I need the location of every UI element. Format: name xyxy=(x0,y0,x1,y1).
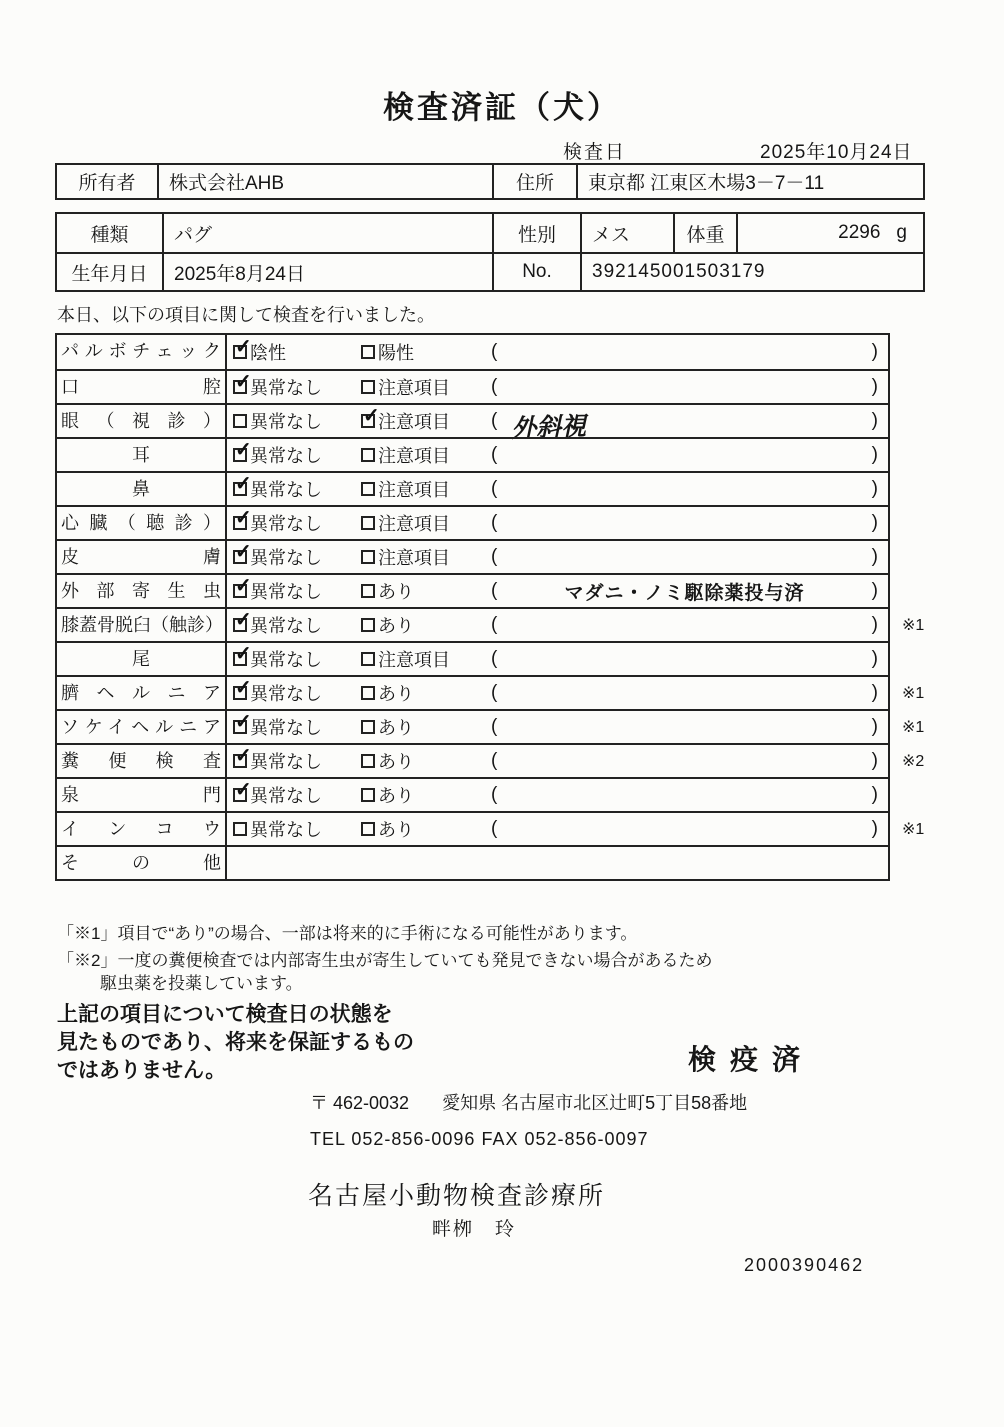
check-icon: ✓ xyxy=(235,677,252,699)
option2-label: 陽性 xyxy=(378,343,414,363)
option2-group xyxy=(357,541,483,573)
option1-label: 異常なし xyxy=(250,820,322,840)
checklist-item-label: インコウ xyxy=(57,813,227,845)
checklist-item-label: パルボチェック xyxy=(57,335,227,369)
option2-group xyxy=(357,643,483,675)
option2-checkbox xyxy=(361,754,375,768)
option1-label: 異常なし xyxy=(250,514,322,534)
checklist-row xyxy=(57,369,888,403)
result-note: マダニ・ノミ駆除薬投与済 xyxy=(564,582,805,604)
option1-group xyxy=(227,711,357,743)
option2-checkbox xyxy=(361,380,375,394)
paren-close: ) xyxy=(871,410,878,431)
option1-group xyxy=(227,371,357,403)
check-icon: ✓ xyxy=(235,575,252,597)
result-field xyxy=(483,439,888,471)
option2-label: あり xyxy=(378,752,414,772)
inspection-date-label: 検査日 xyxy=(563,142,627,163)
option2-label: あり xyxy=(378,820,414,840)
paren-open: ( xyxy=(491,512,498,533)
option2-checkbox xyxy=(361,448,375,462)
option1-label: 異常なし xyxy=(250,378,322,398)
option1-checkbox xyxy=(233,507,252,530)
option1-checkbox xyxy=(233,609,252,632)
result-field xyxy=(483,745,888,777)
checklist-item-label: 臍ヘルニア xyxy=(57,677,227,709)
option1-checkbox xyxy=(233,541,252,564)
option1-group xyxy=(227,541,357,573)
option2-checkbox xyxy=(361,584,375,598)
checklist-row xyxy=(57,811,925,845)
paren-open: ( xyxy=(491,750,498,771)
result-field xyxy=(483,575,888,607)
footnote-mark: ※1 xyxy=(902,617,925,634)
checklist-item-label: ソケイヘルニア xyxy=(57,711,227,743)
option2-label: あり xyxy=(378,616,414,636)
option1-label: 異常なし xyxy=(250,412,322,432)
paren-open: ( xyxy=(491,341,498,362)
paren-open: ( xyxy=(491,716,498,737)
check-icon: ✓ xyxy=(235,507,252,529)
paren-close: ) xyxy=(871,478,878,499)
paren-close: ) xyxy=(871,716,878,737)
option2-group xyxy=(357,745,483,777)
paren-close: ) xyxy=(871,546,878,567)
result-field xyxy=(483,813,888,845)
type-label: 種類 xyxy=(90,224,129,246)
option2-group xyxy=(357,507,483,539)
option1-label: 異常なし xyxy=(250,548,322,568)
footnote-1: 「※1」項目で“あり”の場合、一部は将来的に手術になる可能性があります。 xyxy=(57,924,638,943)
owner-label: 所有者 xyxy=(78,173,136,194)
animal-row-1 xyxy=(57,214,923,252)
paren-close: ) xyxy=(871,341,878,362)
paren-open: ( xyxy=(491,818,498,839)
sex-value: メス xyxy=(580,214,673,252)
option1-group xyxy=(227,609,357,641)
option2-checkbox xyxy=(361,822,375,836)
option2-group xyxy=(357,711,483,743)
disclaimer-text xyxy=(57,1001,414,1085)
option1-checkbox xyxy=(233,711,252,734)
option1-checkbox xyxy=(233,822,247,836)
check-icon: ✓ xyxy=(235,745,252,767)
animal-row-2 xyxy=(57,252,923,290)
option2-group xyxy=(357,779,483,811)
option1-checkbox xyxy=(233,779,252,802)
option2-checkbox xyxy=(361,720,375,734)
veterinarian-name: 畔栁 玲 xyxy=(432,1219,517,1240)
option2-label: 注意項目 xyxy=(378,378,450,398)
option1-checkbox xyxy=(233,575,252,598)
paren-close: ) xyxy=(871,376,878,397)
check-icon: ✓ xyxy=(235,779,252,801)
checklist-item-label: その他 xyxy=(57,847,227,879)
document-number: 2000390462 xyxy=(744,1255,865,1275)
option1-group xyxy=(227,779,357,811)
weight-number: 2296 xyxy=(838,222,881,243)
option2-group xyxy=(357,609,483,641)
footnote-mark: ※1 xyxy=(902,719,925,736)
result-field xyxy=(483,507,888,539)
option1-group xyxy=(227,745,357,777)
option2-checkbox xyxy=(361,788,375,802)
paren-open: ( xyxy=(491,648,498,669)
check-icon: ✓ xyxy=(235,336,252,358)
option2-group xyxy=(357,439,483,471)
footnote-mark: ※1 xyxy=(902,685,925,702)
intro-text: 本日、以下の項目に関して検査を行いました。 xyxy=(57,305,435,325)
option2-group xyxy=(357,677,483,709)
paren-open: ( xyxy=(491,546,498,567)
paren-close: ) xyxy=(871,444,878,465)
checklist-item-label: 膝蓋骨脱臼（触診） xyxy=(57,609,227,641)
clinic-name: 名古屋小動物検査診療所 xyxy=(308,1182,606,1210)
checklist-row xyxy=(57,675,925,709)
option1-checkbox xyxy=(233,414,247,428)
option1-label: 異常なし xyxy=(250,446,322,466)
address-label: 住所 xyxy=(492,165,576,198)
option1-group xyxy=(227,473,357,505)
paren-close: ) xyxy=(871,750,878,771)
option2-checkbox xyxy=(361,516,375,530)
checklist-row xyxy=(57,709,925,743)
paren-close: ) xyxy=(871,512,878,533)
result-field xyxy=(483,405,888,444)
clinic-postal-line xyxy=(310,1089,747,1115)
result-field xyxy=(483,643,888,675)
checklist-row xyxy=(57,539,888,573)
result-field xyxy=(483,335,888,369)
option1-group xyxy=(227,813,357,845)
postal-code: 〒 462-0032 xyxy=(310,1093,410,1113)
option2-label: あり xyxy=(378,718,414,738)
option2-group xyxy=(357,405,483,437)
paren-close: ) xyxy=(871,818,878,839)
owner-table xyxy=(55,163,925,200)
weight-value xyxy=(736,214,923,252)
checklist-row xyxy=(57,777,888,811)
result-field xyxy=(483,677,888,709)
checklist-item-label: 外部寄生虫 xyxy=(57,575,227,607)
check-icon: ✓ xyxy=(235,541,252,563)
result-field xyxy=(483,609,888,641)
inspection-date-value: 2025年10月24日 xyxy=(760,142,913,163)
checklist-item-label: 糞便検査 xyxy=(57,745,227,777)
checklist-row xyxy=(57,437,888,471)
option1-group xyxy=(227,677,357,709)
birthdate-label: 生年月日 xyxy=(71,263,148,285)
option2-group xyxy=(357,575,483,607)
result-field xyxy=(483,711,888,743)
option1-label: 異常なし xyxy=(250,752,322,772)
paren-close: ) xyxy=(871,580,878,601)
number-value: 392145001503179 xyxy=(580,254,923,290)
option1-label: 異常なし xyxy=(250,582,322,602)
option2-checkbox xyxy=(361,686,375,700)
option2-checkbox xyxy=(361,618,375,632)
option2-label: 注意項目 xyxy=(378,480,450,500)
result-note: 外斜視 xyxy=(510,411,587,444)
result-field xyxy=(483,541,888,573)
paren-open: ( xyxy=(491,376,498,397)
check-icon: ✓ xyxy=(235,609,252,631)
option1-label: 異常なし xyxy=(250,786,322,806)
type-value: パグ xyxy=(162,214,492,252)
checklist-row xyxy=(57,641,888,675)
checklist-row xyxy=(57,505,888,539)
clinic-address: 愛知県 名古屋市北区辻町5丁目58番地 xyxy=(442,1093,748,1113)
option1-label: 異常なし xyxy=(250,718,322,738)
option1-group xyxy=(227,643,357,675)
option2-label: 注意項目 xyxy=(378,548,450,568)
option2-checkbox xyxy=(361,652,375,666)
option2-group xyxy=(357,335,483,369)
footnote-2: 「※2」一度の糞便検査では内部寄生虫が寄生していても発見できない場合があるため xyxy=(57,951,713,970)
option1-group xyxy=(227,439,357,471)
paren-open: ( xyxy=(491,784,498,805)
disclaimer-line-2: 見たものであり、将来を保証するもの xyxy=(57,1031,414,1054)
option2-checkbox xyxy=(361,482,375,496)
option2-checkbox xyxy=(361,345,375,359)
checklist-row xyxy=(57,335,888,369)
option1-checkbox xyxy=(233,473,252,496)
address-value: 東京都 江東区木場3－7－11 xyxy=(576,165,923,198)
option2-label: 注意項目 xyxy=(378,650,450,670)
check-icon: ✓ xyxy=(235,711,252,733)
option2-label: あり xyxy=(378,582,414,602)
checklist-row xyxy=(57,845,888,879)
weight-unit: g xyxy=(896,222,907,243)
checklist-row xyxy=(57,743,925,777)
paren-close: ) xyxy=(871,784,878,805)
clinic-telfax: TEL 052-856-0096 FAX 052-856-0097 xyxy=(310,1129,649,1149)
paren-close: ) xyxy=(871,614,878,635)
option2-group xyxy=(357,371,483,403)
option2-group xyxy=(357,813,483,845)
option2-checkbox xyxy=(361,550,375,564)
check-icon: ✓ xyxy=(363,405,380,427)
option1-group xyxy=(227,507,357,539)
checklist-row xyxy=(57,471,888,505)
option1-group xyxy=(227,575,357,607)
checklist-row xyxy=(57,403,888,444)
paren-open: ( xyxy=(491,614,498,635)
option1-label: 異常なし xyxy=(250,616,322,636)
paren-open: ( xyxy=(491,410,498,431)
checklist-item-label: 泉門 xyxy=(57,779,227,811)
paren-close: ) xyxy=(871,682,878,703)
disclaimer-line-3: ではありません。 xyxy=(57,1059,227,1082)
checklist-item-label: 耳 xyxy=(57,439,227,471)
check-icon: ✓ xyxy=(235,473,252,495)
option2-group xyxy=(357,473,483,505)
checklist-item-label: 鼻 xyxy=(57,473,227,505)
paren-close: ) xyxy=(871,648,878,669)
checklist-item-label: 尾 xyxy=(57,643,227,675)
option1-label: 異常なし xyxy=(250,684,322,704)
option1-label: 異常なし xyxy=(250,650,322,670)
checklist-item-label: 皮膚 xyxy=(57,541,227,573)
option2-label: あり xyxy=(378,684,414,704)
option2-label: あり xyxy=(378,786,414,806)
footnote-mark: ※2 xyxy=(902,753,925,770)
result-field xyxy=(483,473,888,505)
option2-label: 注意項目 xyxy=(378,412,450,432)
option1-group xyxy=(227,405,357,437)
quarantine-stamp: 検疫済 xyxy=(688,1044,815,1075)
paren-open: ( xyxy=(491,444,498,465)
option2-checkbox xyxy=(361,405,380,428)
checklist-table xyxy=(55,333,925,881)
footnote-mark: ※1 xyxy=(902,821,925,838)
birthdate-value: 2025年8月24日 xyxy=(162,254,492,290)
check-icon: ✓ xyxy=(235,439,252,461)
checklist-item-label: 口腔 xyxy=(57,371,227,403)
page-title: 検査済証（犬） xyxy=(383,90,621,125)
paren-open: ( xyxy=(491,580,498,601)
option1-checkbox xyxy=(233,439,252,462)
paren-open: ( xyxy=(491,682,498,703)
option1-checkbox xyxy=(233,371,252,394)
weight-label: 体重 xyxy=(673,214,736,252)
option1-group xyxy=(227,335,357,369)
animal-table xyxy=(55,212,925,292)
owner-value: 株式会社AHB xyxy=(157,165,492,198)
option2-label: 注意項目 xyxy=(378,514,450,534)
footnote-2-cont: 駆虫薬を投薬しています。 xyxy=(100,974,303,993)
check-icon: ✓ xyxy=(235,371,252,393)
option1-checkbox xyxy=(233,677,252,700)
sex-label: 性別 xyxy=(492,214,580,252)
check-icon: ✓ xyxy=(235,643,252,665)
checklist-item-label: 眼（視診） xyxy=(57,405,227,437)
option2-label: 注意項目 xyxy=(378,446,450,466)
option1-checkbox xyxy=(233,336,252,359)
disclaimer-line-1: 上記の項目について検査日の状態を xyxy=(57,1003,393,1026)
result-field xyxy=(483,779,888,811)
checklist-row xyxy=(57,607,925,641)
checklist-item-label: 心臓（聴診） xyxy=(57,507,227,539)
number-label: No. xyxy=(492,254,580,290)
option1-label: 異常なし xyxy=(250,480,322,500)
checklist-row xyxy=(57,573,888,607)
option1-checkbox xyxy=(233,643,252,666)
option1-label: 陰性 xyxy=(250,343,286,363)
paren-open: ( xyxy=(491,478,498,499)
option1-checkbox xyxy=(233,745,252,768)
